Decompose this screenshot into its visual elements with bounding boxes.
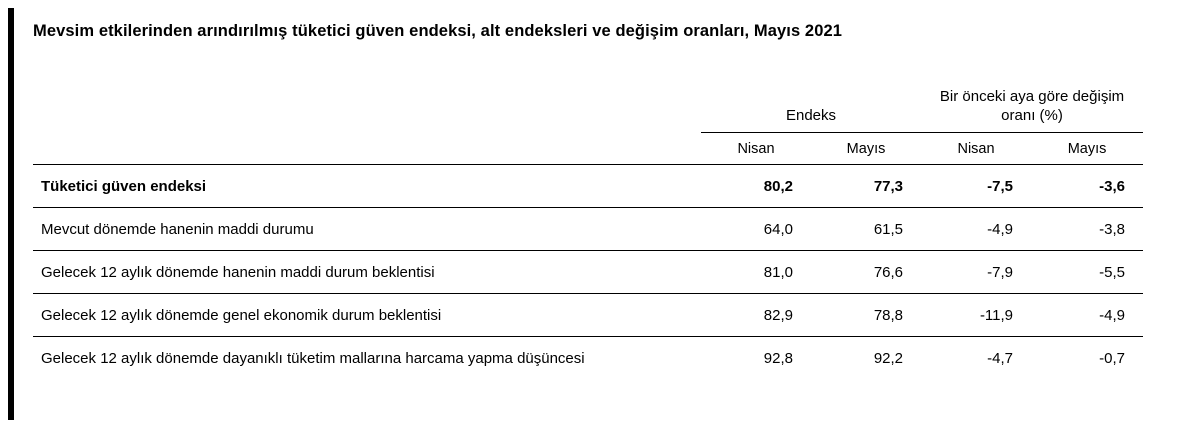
- row-endeks-mayis: 76,6: [811, 250, 921, 293]
- sub-header-endeks-mayis: Mayıs: [811, 132, 921, 164]
- row-endeks-mayis: 92,2: [873, 349, 904, 367]
- row-label: Gelecek 12 aylık dönemde hanenin maddi durum beklentisi: [33, 250, 701, 293]
- table-head: [33, 64, 1143, 165]
- row-endeks-nisan: 80,2: [701, 164, 811, 207]
- group-header-degisim-orani: Bir önceki aya göre değişim oranı (%): [921, 64, 1143, 133]
- row-degisim-nisan: -11,9: [921, 293, 1031, 336]
- table-group-header-row: [33, 64, 1143, 133]
- row-endeks-mayis: 77,3: [811, 164, 921, 207]
- sub-header-degisim-nisan: Nisan: [921, 132, 1031, 164]
- group-header-spacer: [33, 64, 701, 133]
- row-endeks-mayis: 78,8: [811, 293, 921, 336]
- row-endeks-mayis: 61,5: [811, 207, 921, 250]
- sub-header-degisim-mayis: Mayıs: [1031, 132, 1143, 164]
- row-degisim-mayis: -3,8: [1031, 207, 1143, 250]
- row-degisim-nisan: -4,9: [921, 207, 1031, 250]
- table-row: [33, 164, 1143, 207]
- page-title: Mevsim etkilerinden arındırılmış tüketici güven endeksi, alt endeksleri ve değişim oranları, Mayıs 2021: [33, 22, 843, 40]
- group-header-endeks: Endeks: [701, 64, 921, 133]
- row-label: Tüketici güven endeksi: [33, 164, 701, 207]
- sub-header-endeks-nisan: Nisan: [701, 132, 811, 164]
- row-endeks-nisan: 92,8: [763, 349, 793, 367]
- table-sub-header-row: [33, 132, 1143, 164]
- table-row: [33, 293, 1143, 336]
- figure-left-rule: [8, 8, 14, 420]
- row-label: Mevcut dönemde hanenin maddi durumu: [33, 207, 701, 250]
- row-degisim-nisan: -7,9: [921, 250, 1031, 293]
- table-row: [33, 250, 1143, 293]
- row-degisim-nisan: -4,7: [987, 349, 1014, 367]
- row-endeks-nisan: 64,0: [701, 207, 811, 250]
- row-label: Gelecek 12 aylık dönemde dayanıklı tüketim mallarına harcama yapma düşüncesi: [41, 349, 585, 367]
- table-body: [33, 164, 1143, 379]
- row-degisim-mayis: -4,9: [1031, 293, 1143, 336]
- row-degisim-mayis: -0,7: [1099, 349, 1126, 367]
- sub-header-spacer: [33, 132, 701, 164]
- row-degisim-mayis: -3,6: [1031, 164, 1143, 207]
- consumer-confidence-table: [33, 64, 1143, 379]
- row-label: Gelecek 12 aylık dönemde genel ekonomik durum beklentisi: [33, 293, 701, 336]
- row-degisim-nisan: -7,5: [921, 164, 1031, 207]
- table-row: [33, 336, 1143, 379]
- figure-content: [33, 22, 1161, 379]
- row-endeks-nisan: 82,9: [701, 293, 811, 336]
- row-degisim-mayis: -5,5: [1031, 250, 1143, 293]
- row-endeks-nisan: 81,0: [701, 250, 811, 293]
- table-row: [33, 207, 1143, 250]
